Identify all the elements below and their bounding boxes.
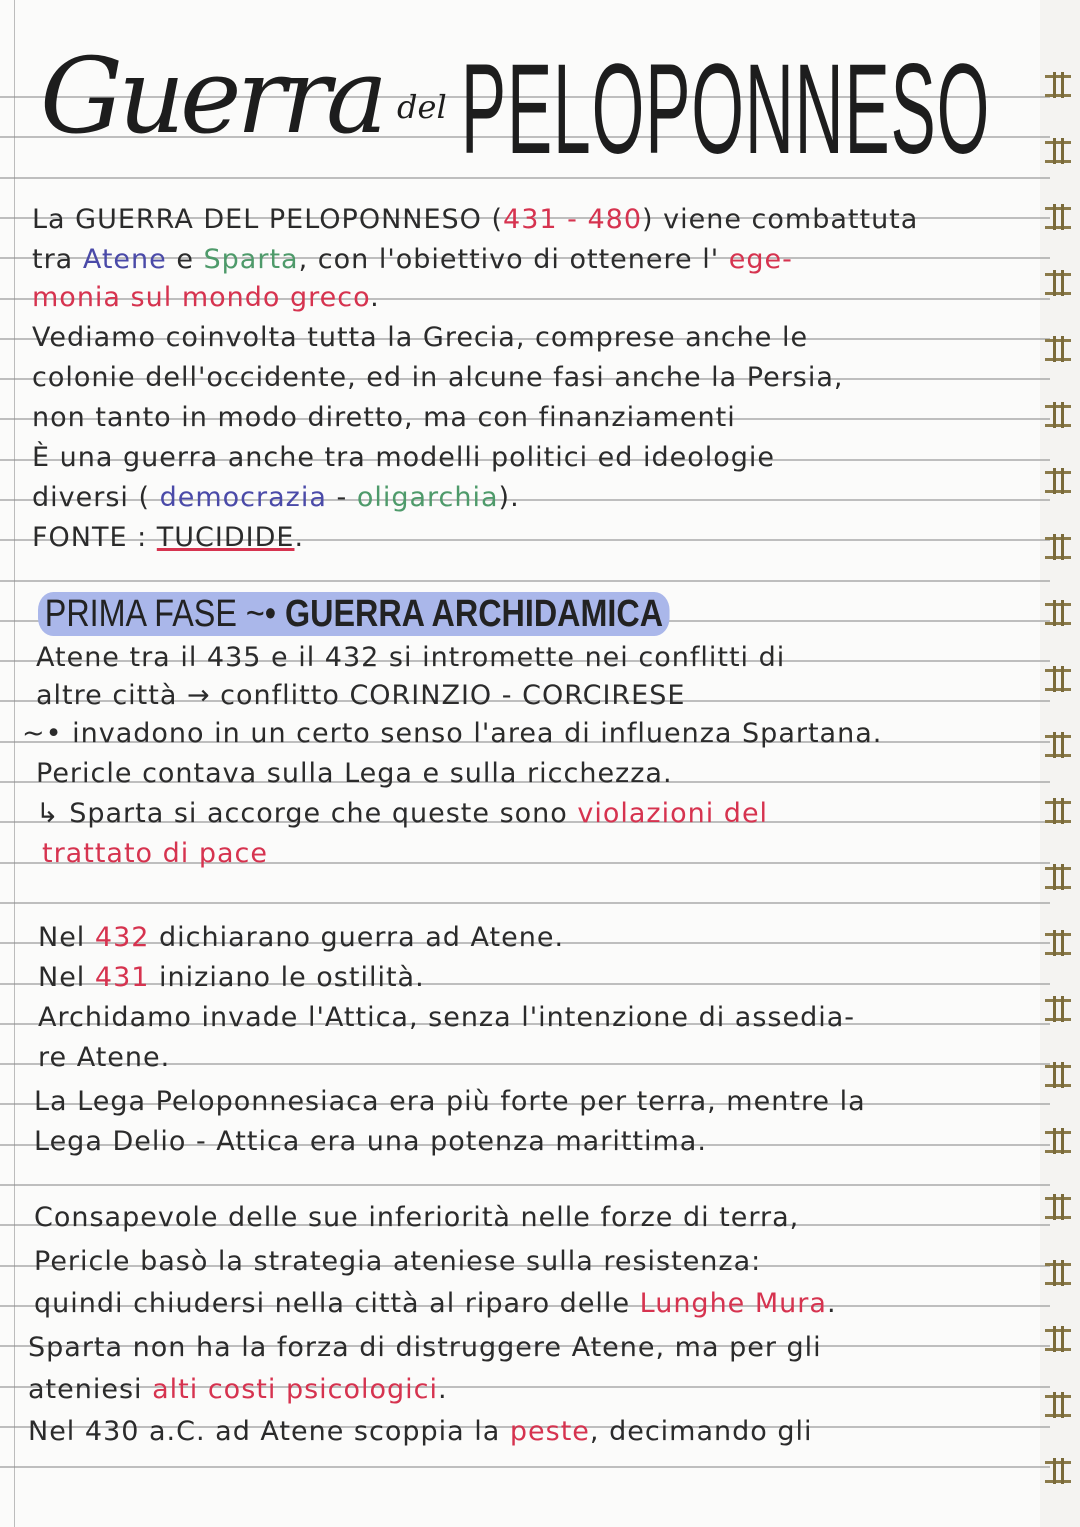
text-segment: È una guerra anche tra modelli politici ed ideologie: [32, 442, 776, 473]
text-line: [32, 362, 844, 394]
spiral-ring: [1045, 801, 1071, 823]
text-line: [32, 322, 808, 354]
text-line: [34, 1086, 866, 1118]
text-segment: Lega Delio - Attica era una potenza marittima.: [34, 1126, 707, 1157]
spiral-ring: [1045, 339, 1071, 361]
title-guerra: Guerra: [40, 35, 384, 157]
text-line: [28, 1374, 448, 1406]
ruled-line: [0, 1466, 1050, 1468]
text-line: [28, 1332, 822, 1364]
text-segment: TUCIDIDE: [156, 522, 295, 553]
spiral-ring: [1045, 537, 1071, 559]
margin-line: [14, 0, 15, 1527]
spiral-ring: [1045, 1065, 1071, 1087]
spiral-ring: [1045, 1131, 1071, 1153]
page-title: [40, 30, 1000, 180]
text-line: [36, 680, 685, 712]
text-segment: ) viene combattuta: [642, 204, 919, 235]
spiral-ring: [1045, 1461, 1071, 1483]
spiral-ring: [1045, 735, 1071, 757]
text-segment: diversi (: [32, 482, 160, 513]
spiral-ring: [1045, 999, 1071, 1021]
spiral-ring: [1045, 669, 1071, 691]
text-segment: quindi chiudersi nella città al riparo delle: [34, 1288, 640, 1319]
spiral-ring: [1045, 273, 1071, 295]
highlighted-text: Atene: [82, 244, 167, 275]
text-segment: Pericle basò la strategia ateniese sulla resistenza:: [34, 1246, 762, 1277]
text-line: [34, 1202, 799, 1234]
highlighted-text: democrazia: [159, 482, 327, 513]
title-del: del: [397, 88, 447, 126]
text-segment: La Lega Peloponnesiaca era più forte per terra, mentre la: [34, 1086, 866, 1117]
text-line: [32, 402, 736, 434]
text-segment: non tanto in modo diretto, ma con finanziamenti: [32, 402, 736, 433]
text-segment: , decimando gli: [589, 1416, 813, 1447]
spiral-ring: [1045, 1329, 1071, 1351]
text-line: [28, 1416, 813, 1448]
text-line: [42, 838, 268, 870]
spiral-ring: [1045, 207, 1071, 229]
ruled-line: [0, 1184, 1050, 1186]
ruled-line: [0, 902, 1050, 904]
spiral-ring: [1045, 1197, 1071, 1219]
highlighted-text: Sparta: [203, 244, 299, 275]
highlighted-text: monia sul mondo greco: [32, 282, 371, 313]
text-line: [32, 282, 380, 314]
text-segment: .: [438, 1374, 448, 1405]
text-line: [36, 642, 785, 674]
text-segment: .: [294, 522, 305, 553]
text-segment: tra: [32, 244, 83, 275]
highlighted-text: 431: [94, 962, 150, 993]
text-line: [22, 718, 882, 750]
highlighted-text: peste: [509, 1416, 590, 1447]
text-segment: -: [326, 482, 357, 513]
text-line: [34, 1246, 761, 1278]
spiral-ring: [1045, 75, 1071, 97]
section-heading: [38, 592, 670, 636]
highlighted-text: trattato di pace: [42, 838, 269, 869]
text-segment: ).: [498, 482, 520, 513]
highlighted-text: 431 - 480: [503, 204, 643, 235]
text-segment: Archidamo invade l'Attica, senza l'intenzione di assedia-: [38, 1002, 856, 1033]
text-line: [38, 962, 425, 994]
text-segment: ~• invadono in un certo senso l'area di influenza Spartana.: [22, 718, 883, 749]
spiral-ring: [1045, 1263, 1071, 1285]
spiral-ring: [1045, 603, 1071, 625]
highlighted-text: 432: [94, 922, 150, 953]
text-segment: .: [826, 1288, 837, 1319]
ruled-line: [0, 580, 1050, 582]
text-line: [32, 522, 304, 554]
text-line: [32, 204, 918, 236]
highlighted-text: oligarchia: [356, 482, 499, 513]
highlighted-text: alti costi psicologici: [152, 1374, 439, 1405]
text-line: [38, 1042, 170, 1074]
text-segment: Atene tra il 435 e il 432 si intromette nei conflitti di: [36, 642, 786, 673]
text-line: [34, 1288, 837, 1320]
spiral-ring: [1045, 471, 1071, 493]
heading-part1: PRIMA FASE: [44, 593, 237, 635]
text-line: [38, 922, 564, 954]
heading-arrow: ~•: [245, 593, 277, 635]
spiral-ring: [1045, 405, 1071, 427]
text-segment: dichiarano guerra ad Atene.: [149, 922, 565, 953]
text-segment: e: [166, 244, 204, 275]
text-segment: Nel 430 a.C. ad Atene scoppia la: [28, 1416, 510, 1447]
text-segment: FONTE :: [32, 522, 157, 553]
text-line: [38, 1002, 855, 1034]
text-segment: Nel: [38, 962, 95, 993]
text-segment: La GUERRA DEL PELOPONNESO (: [32, 204, 504, 235]
text-segment: Vediamo coinvolta tutta la Grecia, comprese anche le: [32, 322, 809, 353]
text-segment: Consapevole delle sue inferiorità nelle forze di terra,: [34, 1202, 800, 1233]
spiral-ring: [1045, 141, 1071, 163]
text-segment: ateniesi: [28, 1374, 153, 1405]
text-segment: iniziano le ostilità.: [149, 962, 425, 993]
spiral-ring: [1045, 1395, 1071, 1417]
text-segment: Pericle contava sulla Lega e sulla ricchezza.: [36, 758, 673, 789]
text-line: [34, 1126, 707, 1158]
text-line: [32, 482, 520, 514]
text-segment: colonie dell'occidente, ed in alcune fasi anche la Persia,: [32, 362, 844, 393]
text-line: [36, 798, 768, 830]
spiral-ring: [1045, 933, 1071, 955]
highlighted-text: violazioni del: [577, 798, 769, 829]
text-segment: Sparta non ha la forza di distruggere Atene, ma per gli: [28, 1332, 822, 1363]
spiral-ring: [1045, 867, 1071, 889]
highlighted-text: ege-: [728, 244, 793, 275]
text-segment: Nel: [38, 922, 95, 953]
text-segment: .: [370, 282, 380, 313]
text-segment: re Atene.: [38, 1042, 171, 1073]
text-line: [32, 244, 793, 276]
text-line: [36, 758, 673, 790]
highlighted-text: Lunghe Mura: [639, 1288, 827, 1319]
text-segment: altre città → conflitto CORINZIO - CORCIRESE: [36, 680, 686, 711]
heading-part2: GUERRA ARCHIDAMICA: [285, 593, 664, 635]
title-peloponneso: PELOPONNESO: [460, 38, 990, 181]
text-segment: ↳ Sparta si accorge che queste sono: [36, 798, 578, 829]
text-line: [32, 442, 775, 474]
text-segment: , con l'obiettivo di ottenere l': [298, 244, 729, 275]
